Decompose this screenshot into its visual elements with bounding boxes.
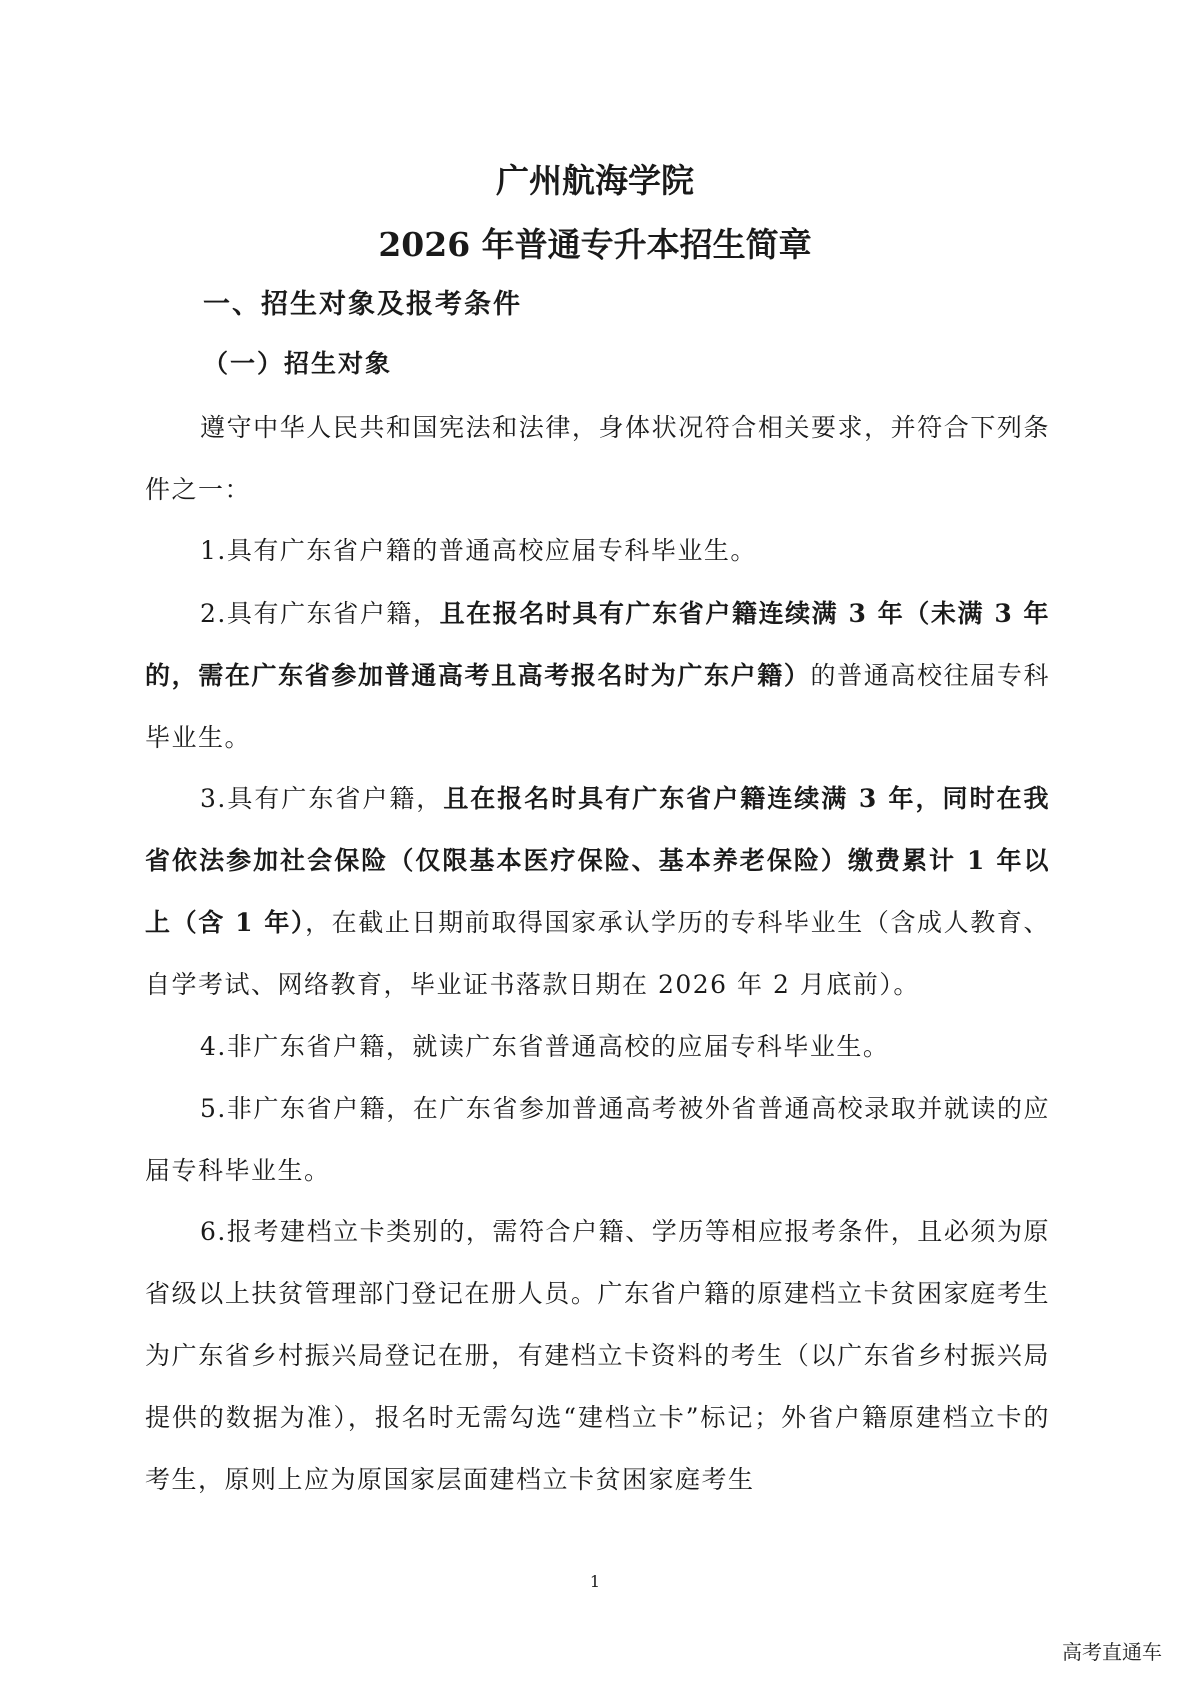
condition-item-2 (145, 583, 1050, 769)
page-number: 1 (589, 1572, 601, 1591)
watermark-text: 高考直通车 (1062, 1640, 1162, 1664)
item-2-text-a: 2.具有广东省户籍， (200, 599, 440, 628)
item-3-text-b: ，在截止日期前取得国家承认学历的专科毕业生（含成人教育、自学考试、网络教育，毕业证书落款日期在 2026 年 2 月底前）。 (145, 908, 1050, 999)
section-heading: 一、招生对象及报考条件 (203, 289, 522, 320)
document-title-school: 广州航海学院 (496, 161, 694, 200)
item-2-text-b: 的普通高校往届专科毕业生。 (145, 661, 1050, 752)
document-title-main: 2026 年普通专升本招生简章 (378, 225, 812, 264)
condition-item-5: 5.非广东省户籍，在广东省参加普通高考被外省普通高校录取并就读的应届专科毕业生。 (145, 1094, 1050, 1185)
condition-item-1: 1.具有广东省户籍的普通高校应届专科毕业生。 (200, 536, 757, 565)
condition-item-4: 4.非广东省户籍，就读广东省普通高校的应届专科毕业生。 (200, 1032, 890, 1061)
condition-item-6: 6.报考建档立卡类别的，需符合户籍、学历等相应报考条件，且必须为原省级以上扶贫管理部门登记在册人员。广东省户籍的原建档立卡贫困家庭考生为广东省乡村振兴局登记在册，有建档立卡资料的考生（以广东省乡村振兴局提供的数据为准），报名时无需勾选“建档立卡”标记；外省户籍原建档立卡的考生，原则上应为原国家层面建档立卡贫困家庭考生 (145, 1217, 1050, 1494)
item-3-text-a: 3.具有广东省户籍， (200, 784, 444, 813)
item-3-bold-text: 且在报名时具有广东省户籍连续满 3 年，同时在我省依法参加社会保险（仅限基本医疗保险、基本养老保险）缴费累计 1 年以上（含 1 年） (145, 784, 1050, 937)
item-2-bold-text: 且在报名时具有广东省户籍连续满 3 年（未满 3 年的，需在广东省参加普通高考且高考报名时为广东户籍） (145, 599, 1051, 690)
intro-paragraph: 遵守中华人民共和国宪法和法律，身体状况符合相关要求，并符合下列条件之一： (145, 413, 1050, 504)
condition-item-3 (145, 768, 1050, 1016)
subsection-heading: （一）招生对象 (203, 349, 393, 378)
